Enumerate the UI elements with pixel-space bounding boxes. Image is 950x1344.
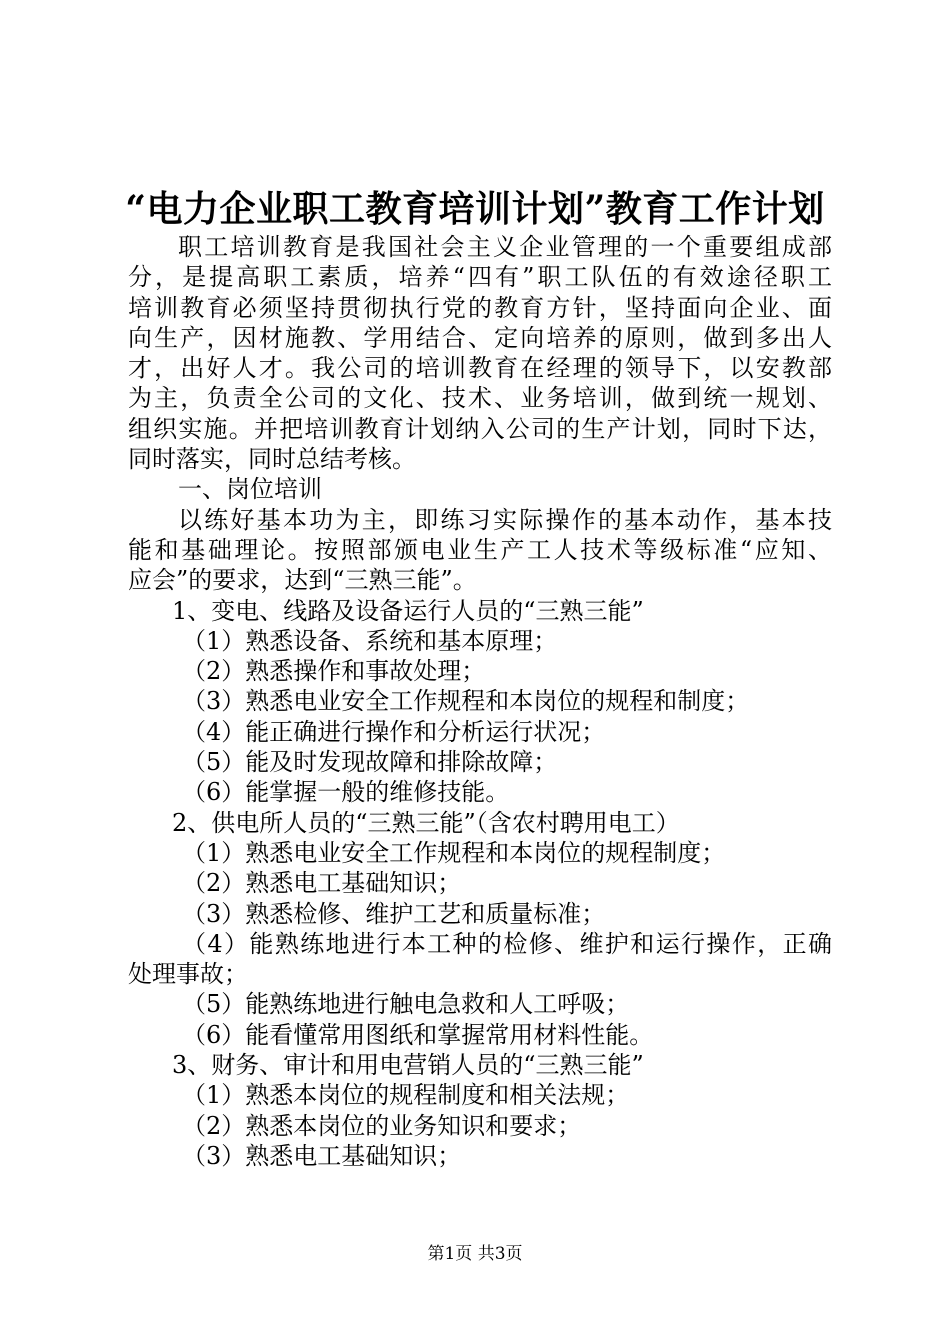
subsection-heading: 3、财务、审计和用电营销人员的“三熟三能” (172, 1051, 644, 1080)
list-item: （5）能熟练地进行触电急救和人工呼吸； (182, 990, 630, 1019)
paragraph-line: 同时落实，同时总结考核。 (128, 445, 416, 474)
list-item: （4）能正确进行操作和分析运行状况； (182, 717, 606, 746)
paragraph-line: 应会”的要求，达到“三熟三能”。 (128, 566, 477, 595)
paragraph-line: 能和基础理论。按照部颁电业生产工人技术等级标准“应知、 (128, 535, 832, 564)
paragraph-line: 分，是提高职工素质，培养“四有”职工队伍的有效途径职工 (128, 263, 832, 292)
list-item: （1）熟悉本岗位的规程制度和相关法规； (182, 1081, 630, 1110)
list-item: （1）熟悉电业安全工作规程和本岗位的规程制度； (182, 838, 726, 867)
paragraph-line: 向生产，因材施教、学用结合、定向培养的原则，做到多出人 (128, 323, 832, 352)
page-footer: 第1页 共3页 (427, 1244, 523, 1264)
list-item: （5）能及时发现故障和排除故障； (182, 748, 558, 777)
list-item: （2）熟悉操作和事故处理； (182, 657, 486, 686)
list-item: （2）熟悉本岗位的业务知识和要求； (182, 1111, 582, 1140)
list-item: （3）熟悉电工基础知识； (182, 1141, 462, 1170)
list-item: （6）能看懂常用图纸和掌握常用材料性能。 (182, 1020, 654, 1049)
paragraph-line: 组织实施。并把培训教育计划纳入公司的生产计划，同时下达， (128, 414, 832, 443)
document-title: “电力企业职工教育培训计划”教育工作计划 (125, 188, 825, 230)
subsection-heading: 1、变电、线路及设备运行人员的“三熟三能” (172, 596, 644, 625)
list-item: （3）熟悉检修、维护工艺和质量标准； (182, 899, 606, 928)
list-item: （3）熟悉电业安全工作规程和本岗位的规程和制度； (182, 687, 750, 716)
list-item: （6）能掌握一般的维修技能。 (182, 778, 510, 807)
document-body (128, 232, 832, 1171)
section-heading: 一、岗位培训 (178, 475, 322, 504)
list-item: （4）能熟练地进行本工种的检修、维护和运行操作，正确 (182, 929, 832, 958)
list-item-continuation: 处理事故； (128, 960, 248, 989)
list-item: （2）熟悉电工基础知识； (182, 869, 462, 898)
paragraph-line: 培训教育必须坚持贯彻执行党的教育方针，坚持面向企业、面 (128, 293, 832, 322)
paragraph-line: 职工培训教育是我国社会主义企业管理的一个重要组成部 (178, 233, 832, 261)
subsection-heading: 2、供电所人员的“三熟三能”（含农村聘用电工） (172, 808, 680, 837)
paragraph-line: 以练好基本功为主，即练习实际操作的基本动作，基本技 (178, 505, 832, 534)
paragraph-line: 才，出好人才。我公司的培训教育在经理的领导下，以安教部 (128, 354, 832, 383)
paragraph-line: 为主，负责全公司的文化、技术、业务培训，做到统一规划、 (128, 384, 832, 413)
list-item: （1）熟悉设备、系统和基本原理； (182, 626, 558, 655)
